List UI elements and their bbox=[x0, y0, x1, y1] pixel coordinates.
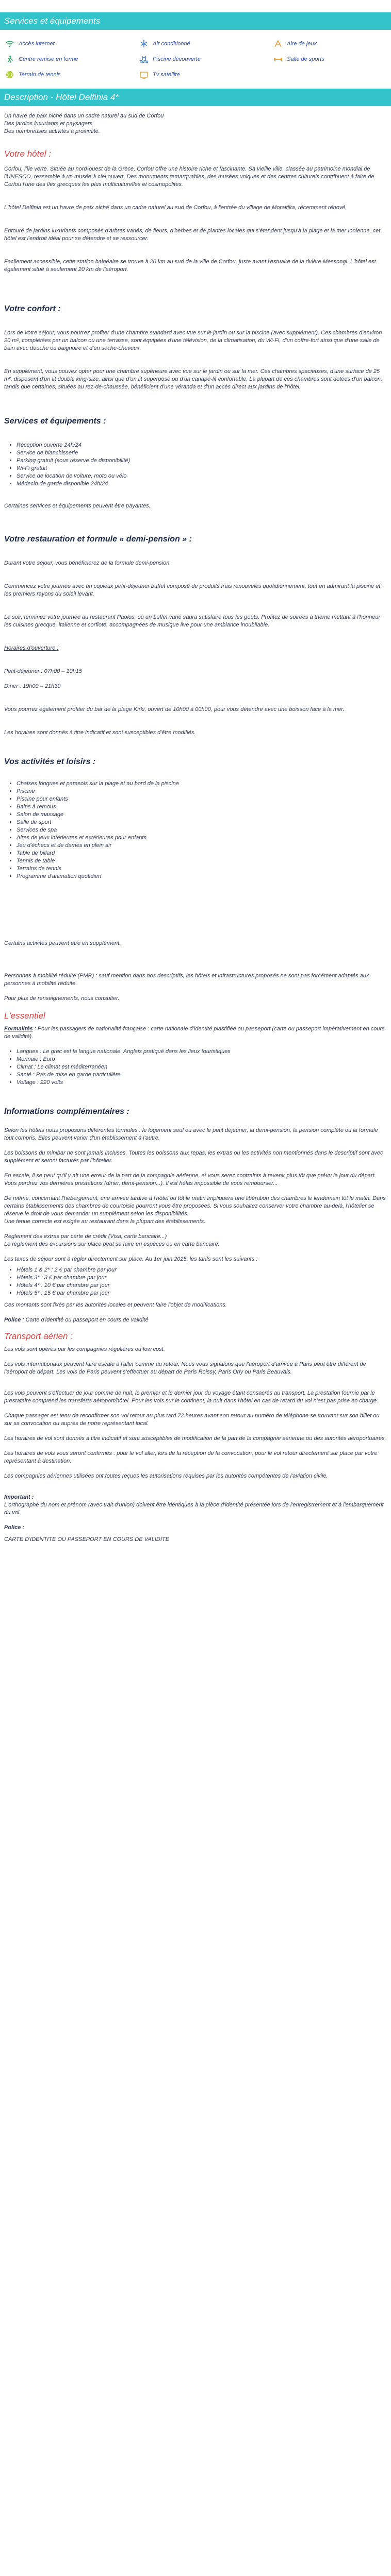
list-item: • Salle de sport bbox=[17, 819, 387, 826]
amenity-item bbox=[5, 69, 108, 80]
paragraph: Chaque passager est tenu de reconfirmer son vol retour au plus tard 72 heures avant son retour au numéro de téléphone se trouvant sur son billet ou sur sa convocation ou auprès de notre représentant local. bbox=[4, 1413, 380, 1427]
amenity-label: Accès internet bbox=[19, 41, 55, 47]
paragraph: Les horaires de vols vous seront confirmés : pour le vol aller, lors de la réception de la convocation, pour le vol retour directement sur place par votre représentant à destination. bbox=[4, 1450, 378, 1464]
list-item: • Service de location de voiture, moto ou vélo bbox=[17, 472, 387, 480]
paragraph: En escale, il se peut qu'il y ait une erreur de la part de la compagnie aérienne, et vous serez contraints à revenir plus tôt que prévu le jour du départ. Vous perdrez vos dernières prestations (dîner, demi-pension...). Il est hélas impossible de vous rembourser... bbox=[4, 1173, 376, 1187]
list-item: • Service de blanchisserie bbox=[17, 449, 387, 457]
list-item: • Hôtels 5* : 15 € par chambre par jour bbox=[17, 1290, 387, 1297]
list-item: • Services de spa bbox=[17, 826, 387, 834]
amenity-item bbox=[273, 54, 377, 65]
paragraph: Les vols sont opérés par les compagnies régulières ou low cost. bbox=[4, 1346, 165, 1352]
paragraph: Personnes à mobilité réduite (PMR) : sauf mention dans nos descriptifs, les hôtels et infrastructures proposés ne sont pas forcément adaptés aux personnes à mobilité réduite. bbox=[4, 973, 369, 987]
taxes-list bbox=[4, 1266, 387, 1297]
amenity-label: Salle de sports bbox=[287, 56, 324, 62]
paragraph: Le règlement des excursions sur place peut se faire en espèces ou en carte bancaire. bbox=[4, 1241, 220, 1247]
police-label: Police bbox=[4, 1317, 21, 1323]
activities-note: Certains activités peuvent être en supplément. bbox=[4, 940, 121, 946]
services-note: Certaines services et équipements peuvent être payantes. bbox=[4, 503, 151, 509]
amenity-label: Air conditionné bbox=[153, 41, 190, 47]
list-item: • Hôtels 4* : 10 € par chambre par jour bbox=[17, 1282, 387, 1290]
amenity-label: Piscine découverte bbox=[153, 56, 201, 62]
paragraph: En supplément, vous pouvez opter pour une chambre supérieure avec vue sur le jardin ou sur la mer. Ces chambres spacieuses, d'une surface de 25 m², disposent d'un lit double king-size, ainsi que d'un lit superposé ou d'un canapé-lit confortable. La plupart de ces chambres sont dotées d'un balcon, tandis que certaines, situées au rez-de-chaussée, bénéficient d'une véranda et d'un accès direct aux jardins de l'hôtel. bbox=[4, 368, 383, 390]
paragraph: Les compagnies aériennes utilisées ont toutes reçues les autorisations requises par les autorités compétentes de l'aviation civile. bbox=[4, 1473, 328, 1479]
amenity-item bbox=[5, 38, 108, 49]
list-item: • Santé : Pas de mise en garde particulière bbox=[17, 1071, 387, 1079]
section-title-votre-hotel: Votre hôtel : bbox=[4, 149, 52, 159]
paragraph: Les taxes de séjour sont à régler directement sur place. Au 1er juin 2025, les tarifs sont les suivants : bbox=[4, 1256, 258, 1262]
list-item: • Aires de jeux intérieures et extérieures pour enfants bbox=[17, 834, 387, 842]
formalites-text: : Pour les passagers de nationalité française : carte nationale d'identité plastifiée ou passeport (carte ou passeport impérativement en cours de validité). bbox=[4, 1026, 385, 1040]
section-title-confort: Votre confort : bbox=[4, 304, 61, 313]
amenity-label: Tv satellite bbox=[153, 72, 180, 78]
paragraph: Les boissons du minibar ne sont jamais incluses. Toutes les boissons aux repas, les extras ou les activités non mentionnés dans le descriptif sont avec supplément et seront facturés par l'hôtelier. bbox=[4, 1150, 383, 1164]
list-item: • Programme d'animation quotidien bbox=[17, 873, 387, 880]
section-title-transport: Transport aérien : bbox=[4, 1331, 73, 1341]
paragraph: De même, concernant l'hébergement, une arrivée tardive à l'hôtel ou tôt le matin impliquera une libération des chambres le lendemain tôt le matin. Dans certains établissements des chambres de courtoisie pourront vous être proposées. Si vous souhaitez conserver votre chambre au-delà, l'hôtelier se réserve le droit de vous demander un supplément selon les disponibilités. bbox=[4, 1195, 386, 1217]
tennis-icon bbox=[5, 70, 14, 79]
paragraph: L'hôtel Delfinia est un havre de paix niché dans un cadre naturel au sud de Corfou, à l'entrée du village de Moraitika, récemment rénové. bbox=[4, 205, 347, 211]
playground-icon bbox=[273, 39, 283, 48]
list-item: • Médecin de garde disponible 24h/24 bbox=[17, 480, 387, 488]
list-item: • Piscine bbox=[17, 788, 387, 795]
essentiel-list bbox=[4, 1048, 387, 1087]
list-item: • Wi-Fi gratuit bbox=[17, 465, 387, 472]
list-item: • Chaises longues et parasols sur la plage et au bord de la piscine bbox=[17, 780, 387, 788]
paragraph: Le soir, terminez votre journée au restaurant Paolos, où un buffet varié saura satisfaire tous les goûts. Profitez de soirées à thème mettant à l'honneur les cuisines grecque, italienne et corfiote, accompagnées de musique live pour une ambiance inoubliable. bbox=[4, 614, 381, 628]
description-band: Description - Hôtel Delfinia 4* bbox=[0, 89, 391, 106]
hours-breakfast: Petit-déjeuner : 07h00 – 10h15 bbox=[4, 668, 83, 674]
paragraph: Les vols peuvent s'effectuer de jour comme de nuit, le premier et le dernier jour du voyage étant consacrés au transport. La prestation fournie par le prestataire comprend les transferts aéroport/hôtel. Pour les vols sur le continent, la nuit dans l'hôtel en cas de retard du vol n'est pas prise en charge. bbox=[4, 1390, 379, 1404]
important-text: L'orthographe du nom et prénom (avec trait d'union) doivent être identiques à la pièce d'identité présentée lors de l'enregistrement et à l'embarquement du vol. bbox=[4, 1502, 384, 1516]
paragraph: Une tenue correcte est exigée au restaurant dans la plupart des établissements. bbox=[4, 1218, 206, 1225]
paragraph: Les vols internationaux peuvent faire escale à l'aller comme au retour. Nous vous signalons que l'aéroport d'arrivée à Paris peut être différent de l'aéroport de départ. Les vols de Paris peuvent s'effectuer au départ de Paris Roissy, Paris Orly ou Paris Beauvais. bbox=[4, 1361, 366, 1375]
list-item: • Salon de massage bbox=[17, 811, 387, 819]
dumbbell-icon bbox=[273, 55, 283, 64]
amenity-item bbox=[273, 38, 377, 49]
list-item: • Langues : Le grec est la langue nationale. Anglais pratiqué dans les lieux touristiques bbox=[17, 1048, 387, 1056]
formalites bbox=[4, 1025, 387, 1041]
list-item: • Monnaie : Euro bbox=[17, 1056, 387, 1063]
paragraph: Durant votre séjour, vous bénéficierez de la formule demi-pension. bbox=[4, 560, 171, 566]
activities-list bbox=[4, 780, 387, 880]
fitness-icon bbox=[5, 55, 14, 64]
section-title-essentiel: L'essentiel bbox=[4, 1011, 45, 1021]
paragraph: Les horaires sont donnés à titre indicatif et sont susceptibles d'être modifiés. bbox=[4, 730, 196, 736]
list-item: • Table de billard bbox=[17, 850, 387, 857]
paragraph: Pour plus de renseignements, nous consulter. bbox=[4, 995, 120, 1002]
tv-icon bbox=[139, 70, 149, 79]
list-item: • Réception ouverte 24h/24 bbox=[17, 442, 387, 449]
paragraph: Corfou, l'île verte. Située au nord-ouest de la Grèce, Corfou offre une histoire riche et fascinante. Sa vieille ville, classée au patrimoine mondial de l'UNESCO, ressemble à un musée à ciel ouvert. Des monuments remarquables, des musées uniques et des centres culturels contribuent à faire de Corfou l'une des îles grecques les plus multiculturelles et cosmopolites. bbox=[4, 166, 374, 188]
section-title-restauration: Votre restauration et formule « demi-pension » : bbox=[4, 535, 192, 544]
amenity-item bbox=[139, 54, 242, 65]
paragraph: Vous pourrez également profiter du bar de la plage Kirki, ouvert de 10h00 à 00h00, pour vous détendre avec une boisson face à la mer. bbox=[4, 706, 345, 713]
paragraph: Entouré de jardins luxuriants composés d'arbres variés, de fleurs, d'herbes et de plantes locales qui s'étendent jusqu'à la plage et la mer Ionienne, cet hôtel est l'endroit idéal pour se détendre et se ressourcer. bbox=[4, 228, 381, 242]
wifi-icon bbox=[5, 39, 14, 48]
list-item: • Terrains de tennis bbox=[17, 865, 387, 873]
section-title-services: Services et équipements : bbox=[4, 417, 106, 426]
description-content bbox=[0, 106, 391, 1544]
list-item: • Climat : Le climat est méditerranéen bbox=[17, 1063, 387, 1071]
list-item: • Hôtels 1 & 2* : 2 € par chambre par jour bbox=[17, 1266, 387, 1274]
pool-icon bbox=[139, 55, 149, 64]
important-label: Important : bbox=[4, 1494, 34, 1500]
paragraph: Règlement des extras par carte de crédit (Visa, carte bancaire...) bbox=[4, 1233, 167, 1240]
list-item: • Voltage : 220 volts bbox=[17, 1079, 387, 1087]
paragraph: Les horaires de vol sont donnés à titre indicatif et sont susceptibles de modification de la part de la compagnie aérienne ou des autorités aéroportuaires. bbox=[4, 1435, 386, 1442]
police2-text: CARTE D'IDENTITE OU PASSEPORT EN COURS DE VALIDITE bbox=[4, 1536, 169, 1543]
paragraph: Facilement accessible, cette station balnéaire se trouve à 20 km au sud de la ville de Corfou, juste avant l'estuaire de la rivière Messongi. L'hôtel est également situé à seulement 20 km de l'aéroport. bbox=[4, 259, 376, 273]
section-title-complementaires: Informations complémentaires : bbox=[4, 1107, 129, 1116]
paragraph: Ces montants sont fixés par les autorités locales et peuvent faire l'objet de modifications. bbox=[4, 1302, 227, 1308]
hours-title: Horaires d'ouverture : bbox=[4, 645, 59, 651]
police-text: : Carte d'identité ou passeport en cours de validité bbox=[21, 1317, 149, 1323]
services-list bbox=[4, 442, 387, 488]
amenities-grid bbox=[0, 30, 391, 89]
intro-line: Des nombreuses activités à proximité. bbox=[4, 128, 100, 134]
list-item: • Bains à remous bbox=[17, 803, 387, 811]
amenity-label: Terrain de tennis bbox=[19, 72, 61, 78]
amenity-item bbox=[139, 38, 242, 49]
paragraph: Commencez votre journée avec un copieux petit-déjeuner buffet composé de produits frais renouvelés quotidiennement, tout en admirant la piscine et les premiers rayons du soleil levant. bbox=[4, 583, 381, 597]
amenity-label: Centre remise en forme bbox=[19, 56, 78, 62]
intro-line: Un havre de paix niché dans un cadre naturel au sud de Corfou bbox=[4, 113, 164, 119]
snowflake-icon bbox=[139, 39, 149, 48]
police bbox=[4, 1316, 387, 1324]
police2-label: Police : bbox=[4, 1524, 25, 1531]
amenity-item bbox=[139, 69, 242, 80]
list-item: • Jeu d'échecs et de dames en plein air bbox=[17, 842, 387, 850]
list-item: • Tennis de table bbox=[17, 857, 387, 865]
amenity-item bbox=[5, 54, 108, 65]
paragraph: Lors de votre séjour, vous pourrez profiter d'une chambre standard avec vue sur le jardin ou sur la piscine (avec supplément). Ces chambres d'environ 20 m², complétées par un balcon ou une terrasse, sont équipées d'une télévision, de la climatisation, du Wi-Fi, d'un coffre-fort ainsi que d'une salle de bain avec douche ou baignoire et d'un sèche-cheveux. bbox=[4, 330, 382, 351]
intro-line: Des jardins luxuriants et paysagers bbox=[4, 121, 93, 127]
formalites-label: Formalités bbox=[4, 1026, 33, 1032]
list-item: • Parking gratuit (sous réserve de disponibilité) bbox=[17, 457, 387, 465]
section-title-activites: Vos activités et loisirs : bbox=[4, 757, 96, 766]
list-item: • Hôtels 3* : 3 € par chambre par jour bbox=[17, 1274, 387, 1282]
amenity-label: Aire de jeux bbox=[287, 41, 317, 47]
hours-dinner: Dîner : 19h00 – 21h30 bbox=[4, 683, 61, 689]
services-band: Services et équipements bbox=[0, 12, 391, 30]
paragraph: Selon les hôtels nous proposons différentes formules : le logement seul ou avec le petit déjeuner, la demi-pension, la pension complète ou la formule tout compris. Elles peuvent varier d'un établissement à l'autre. bbox=[4, 1127, 378, 1141]
list-item: • Piscine pour enfants bbox=[17, 795, 387, 803]
